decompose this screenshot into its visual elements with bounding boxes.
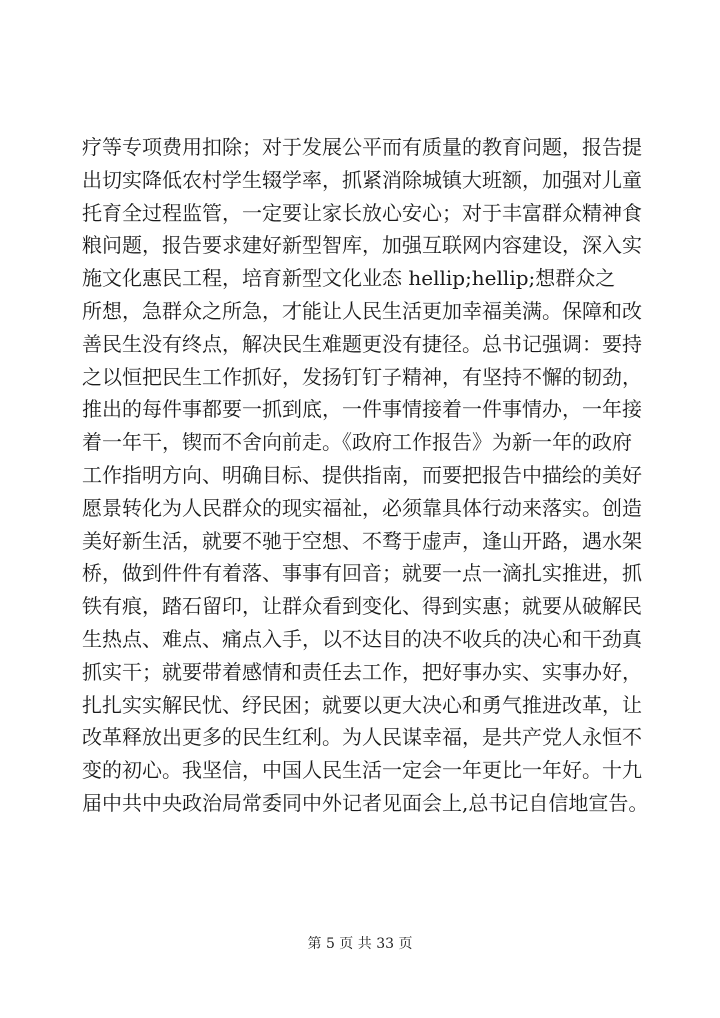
text-line: 变的初心。我坚信，中国人民生活一定会一年更比一年好。十九	[82, 758, 642, 783]
text-line: 抓实干；就要带着感情和责任去工作，把好事办实、实事办好，	[82, 659, 642, 684]
text-line: 届中共中央政治局常委同中外记者见面会上,总书记自信地宣告。	[82, 790, 649, 815]
text-line: 托育全过程监管，一定要让家长放心安心；对于丰富群众精神食	[82, 200, 642, 225]
text-line: 生热点、难点、痛点入手，以不达目的决不收兵的决心和干劲真	[82, 626, 642, 651]
text-line: 粮问题，报告要求建好新型智库，加强互联网内容建设，深入实	[82, 233, 642, 258]
text-line: 所想，急群众之所急，才能让人民生活更加幸福美满。保障和改	[82, 298, 642, 323]
text-line: 善民生没有终点，解决民生难题更没有捷径。总书记强调：要持	[82, 331, 642, 356]
body-paragraph	[82, 131, 652, 820]
text-line: 铁有痕，踏石留印，让群众看到变化、得到实惠；就要从破解民	[82, 594, 642, 619]
text-line: 出切实降低农村学生辍学率，抓紧消除城镇大班额，加强对儿童	[82, 167, 642, 192]
text-line: 改革释放出更多的民生红利。为人民谋幸福，是共产党人永恒不	[82, 725, 642, 750]
text-line: 着一年干，锲而不舍向前走。《政府工作报告》为新一年的政府	[82, 430, 632, 455]
text-line: 施文化惠民工程，培育新型文化业态 hellip;hellip;想群众之	[82, 266, 616, 291]
text-line: 扎扎实实解民忧、纾民困；就要以更大决心和勇气推进改革，让	[82, 692, 642, 717]
text-line: 桥，做到件件有着落、事事有回音；就要一点一滴扎实推进，抓	[82, 561, 642, 586]
text-line: 工作指明方向、明确目标、提供指南，而要把报告中描绘的美好	[82, 462, 642, 487]
text-line: 疗等专项费用扣除；对于发展公平而有质量的教育问题，报告提	[82, 135, 642, 159]
text-line: 之以恒把民生工作抓好，发扬钉钉子精神，有坚持不懈的韧劲，	[82, 364, 642, 389]
text-line: 推出的每件事都要一抓到底，一件事情接着一件事情办，一年接	[82, 397, 642, 422]
text-line: 美好新生活，就要不驰于空想、不骛于虚声，逢山开路，遇水架	[82, 528, 642, 553]
page-number-footer: 第 5 页 共 33 页	[307, 936, 413, 952]
text-line: 愿景转化为人民群众的现实福祉，必须靠具体行动来落实。创造	[82, 495, 642, 520]
